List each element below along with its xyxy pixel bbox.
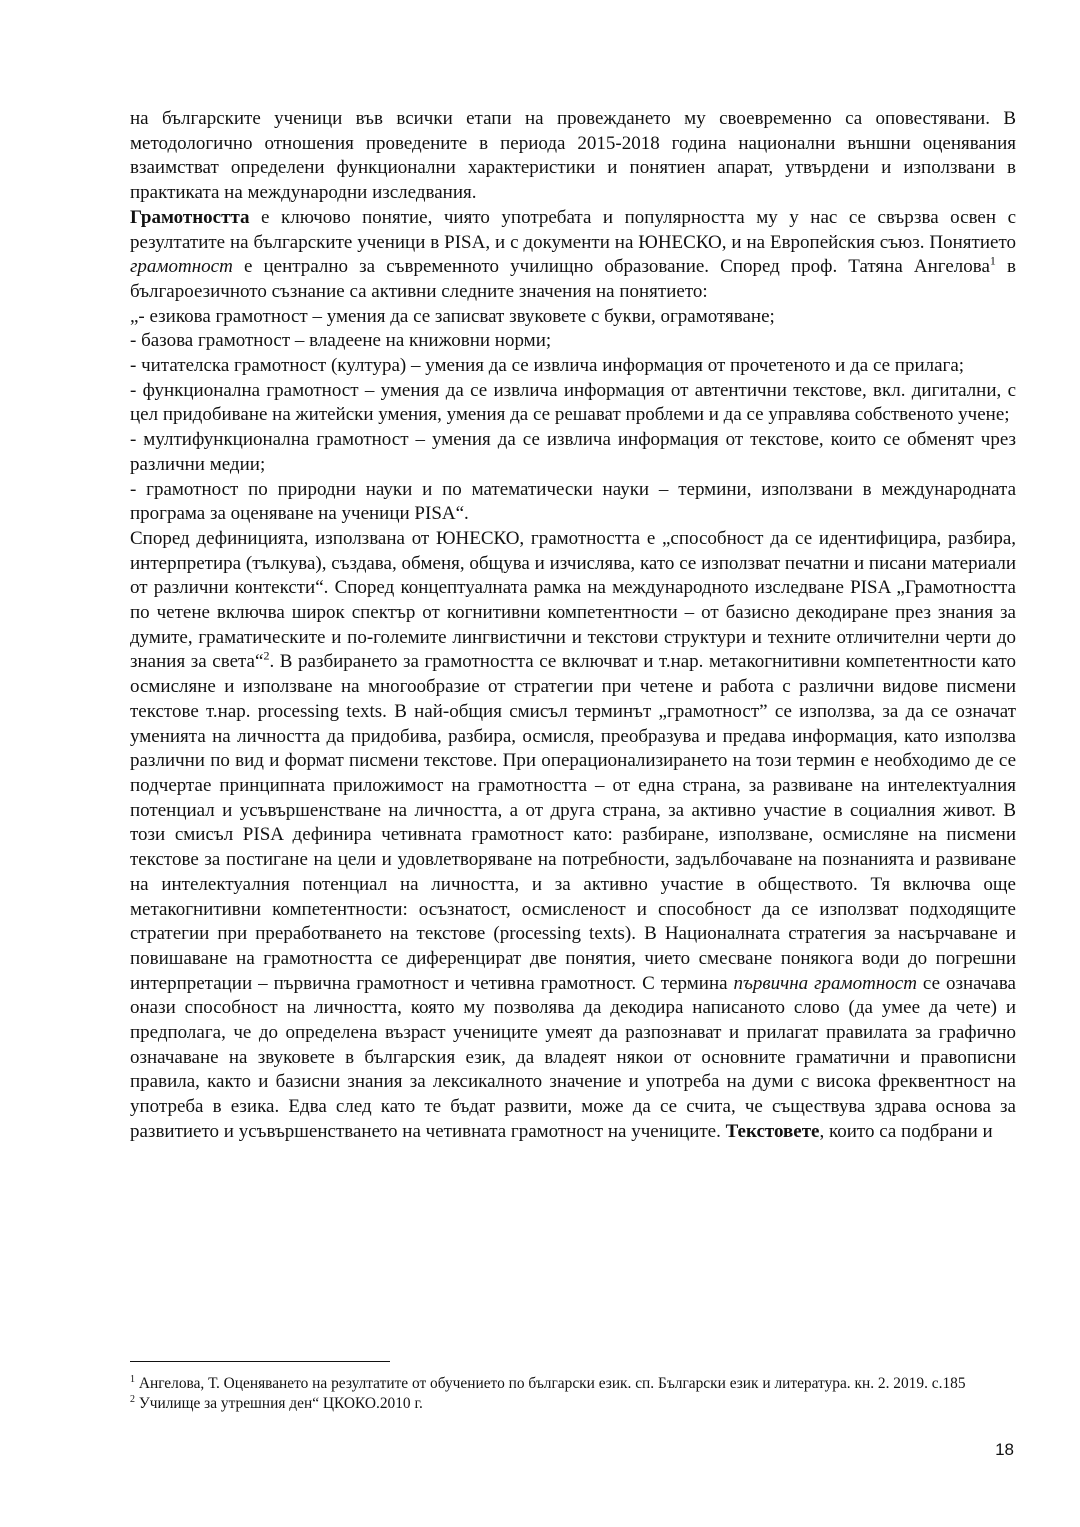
list-item [130, 354, 1016, 379]
footnote-1 [130, 1374, 1016, 1394]
text-segment: се означава онази способност на личността, която му позволява да декодира написаното слово (да умее да чете) и предполага, че до определена възраст учениците умеят да разпознават и прилагат правилата за графично означаване на звуковете в българския език, да владеят някои от основните граматични и правописни правила, както и базисни знания за лексикалното значение и употреба на думи с висока фреквентност на употреба в езика. Едва след като те бъдат развити, може да се счита, че съществува здрава основа за развитието и усъвършенстването на четивната грамотност на учениците. [130, 972, 1016, 1142]
list-item [130, 478, 1016, 527]
text-segment: е ключово понятие, чиято употребата и популярността му у нас се свързва освен с резултатите на българските ученици в PISA, и с документи на ЮНЕСКО, и на Европейския съюз. Понятието [130, 206, 1016, 253]
text-segment: е централно за съвременното училищно образование. Според проф. Татяна Ангелова [232, 256, 990, 278]
footnote-ref-1[interactable]: 1 [989, 253, 996, 268]
footnote-text: Училище за утрешния ден“ ЦКОКО.2010 г. [135, 1394, 423, 1412]
list-item-text: - грамотност по природни науки и по математически науки – термини, използвани в международната програма за оценяване на ученици PISA“. [130, 478, 1016, 525]
list-item-text: - читателска грамотност (култура) – умения да се извлича информация от прочетеното и да се прилага; [130, 355, 965, 377]
page-number: 18 [995, 1440, 1014, 1459]
text-segment: на българските ученици във всички етапи на провеждането му своевременно са оповестявани. В методологично отношения проведените в периода 2015-2018 година национални външни оценявания взаимстват определени функционални характеристики и понятиен апарат, утвърдени и използвани в практиката на международни изследвания. [130, 108, 1016, 204]
list-item-text: - мултифункционална грамотност – умения да се извлича информация от текстове, които се обменят чрез различни медии; [130, 429, 1016, 475]
paragraph-intro [130, 107, 1016, 206]
list-item [130, 379, 1016, 428]
list-item [130, 329, 1016, 354]
footnotes [130, 1374, 1016, 1413]
bold-term-texts: Текстовете [725, 1120, 820, 1142]
footnote-separator [130, 1361, 390, 1362]
footnote-2 [130, 1394, 1016, 1414]
list-item-text: „- езикова грамотност – умения да се записват звуковете с букви, ограмотяване; [130, 305, 775, 327]
italic-term-primary-literacy: първична грамотност [733, 972, 917, 994]
footnote-text: Ангелова, Т. Оценяването на резултатите от обучението по български език. сп. Български език и литература. кн. 2. 2019. с.185 [135, 1375, 966, 1392]
text-segment: , които са подбрани и [819, 1120, 993, 1142]
paragraph-unesco-pisa [130, 527, 1016, 1145]
list-item-text: - функционална грамотност – умения да се извлича информация от автентични текстове, вкл. дигитални, с цел придобиване на житейски умения, умения да се решават проблеми и да се управлява собственото учене; [130, 379, 1016, 426]
text-segment: в българоезичното съзнание са активни следните значения на понятието: [130, 256, 1016, 302]
footnote-ref-2[interactable]: 2 [263, 649, 270, 664]
list-item [130, 428, 1016, 477]
document-body [130, 107, 1016, 1145]
footnote-marker: 2 [130, 1393, 135, 1405]
italic-term-literacy: грамотност [130, 256, 233, 278]
text-segment: . В разбирането за грамотността се включват и т.нар. метакогнитивни компетентности като осмисляне и използване на многообразие от стратегии при четене и работа с различни видове писмени текстове т.нар. processing texts. В най-общия смисъл терминът „грамотност” се използва, за да се означат уменията на личността да придобива, разбира, осмисля, преобразува и предава информация, като използва различни по вид и формат писмени текстове. При операционализирането на този термин е необходимо де се подчертае принципната приложимост на грамотността – от една страна, за развиване на интелектуалния потенциал и усъвършенстване на личността, а от друга страна, за активно участие в социалния живот. В този смисъл PISA дефинира четивната грамотност като: разбиране, използване, осмисляне на писмени текстове за постигане на цели и удовлетворяване на потребности, задълбочаване на познанията и развиване на интелектуалния потенциал на личността, и за активно участие в обществото. Тя включва още метакогнитивни компетентности: осъзнатост, осмисленост и способност да се използват подходящите стратегии при преработването на текстове (processing texts). В Националната стратегия за насърчаване и повишаване на грамотността се диференцират две понятия, чието смесване понякога води до погрешни интерпретации – първична грамотност и четивна грамотност. С термина [130, 651, 1017, 994]
list-item-text: - базова грамотност – владеене на книжовни норми; [130, 330, 552, 352]
bold-term-literacy: Грамотността [130, 206, 250, 228]
footnote-marker: 1 [130, 1373, 135, 1385]
text-segment: Според дефиницията, използвана от ЮНЕСКО, грамотността е „способност да се идентифицира, разбира, интерпретира (тълкува), създава, обменя, общува и изчислява, като се използват печатни и писани материали от различни контексти“. Според концептуалната рамка на международното изследване PISA „Грамотността по четене включва широк спектър от когнитивни компетентности – от базисно декодиране през знания за думите, граматическите и по-големите лингвистични и текстови структури и техните отличителни черти до знания за света“ [130, 527, 1016, 673]
paragraph-literacy-definition [130, 206, 1016, 305]
list-item [130, 305, 1016, 330]
